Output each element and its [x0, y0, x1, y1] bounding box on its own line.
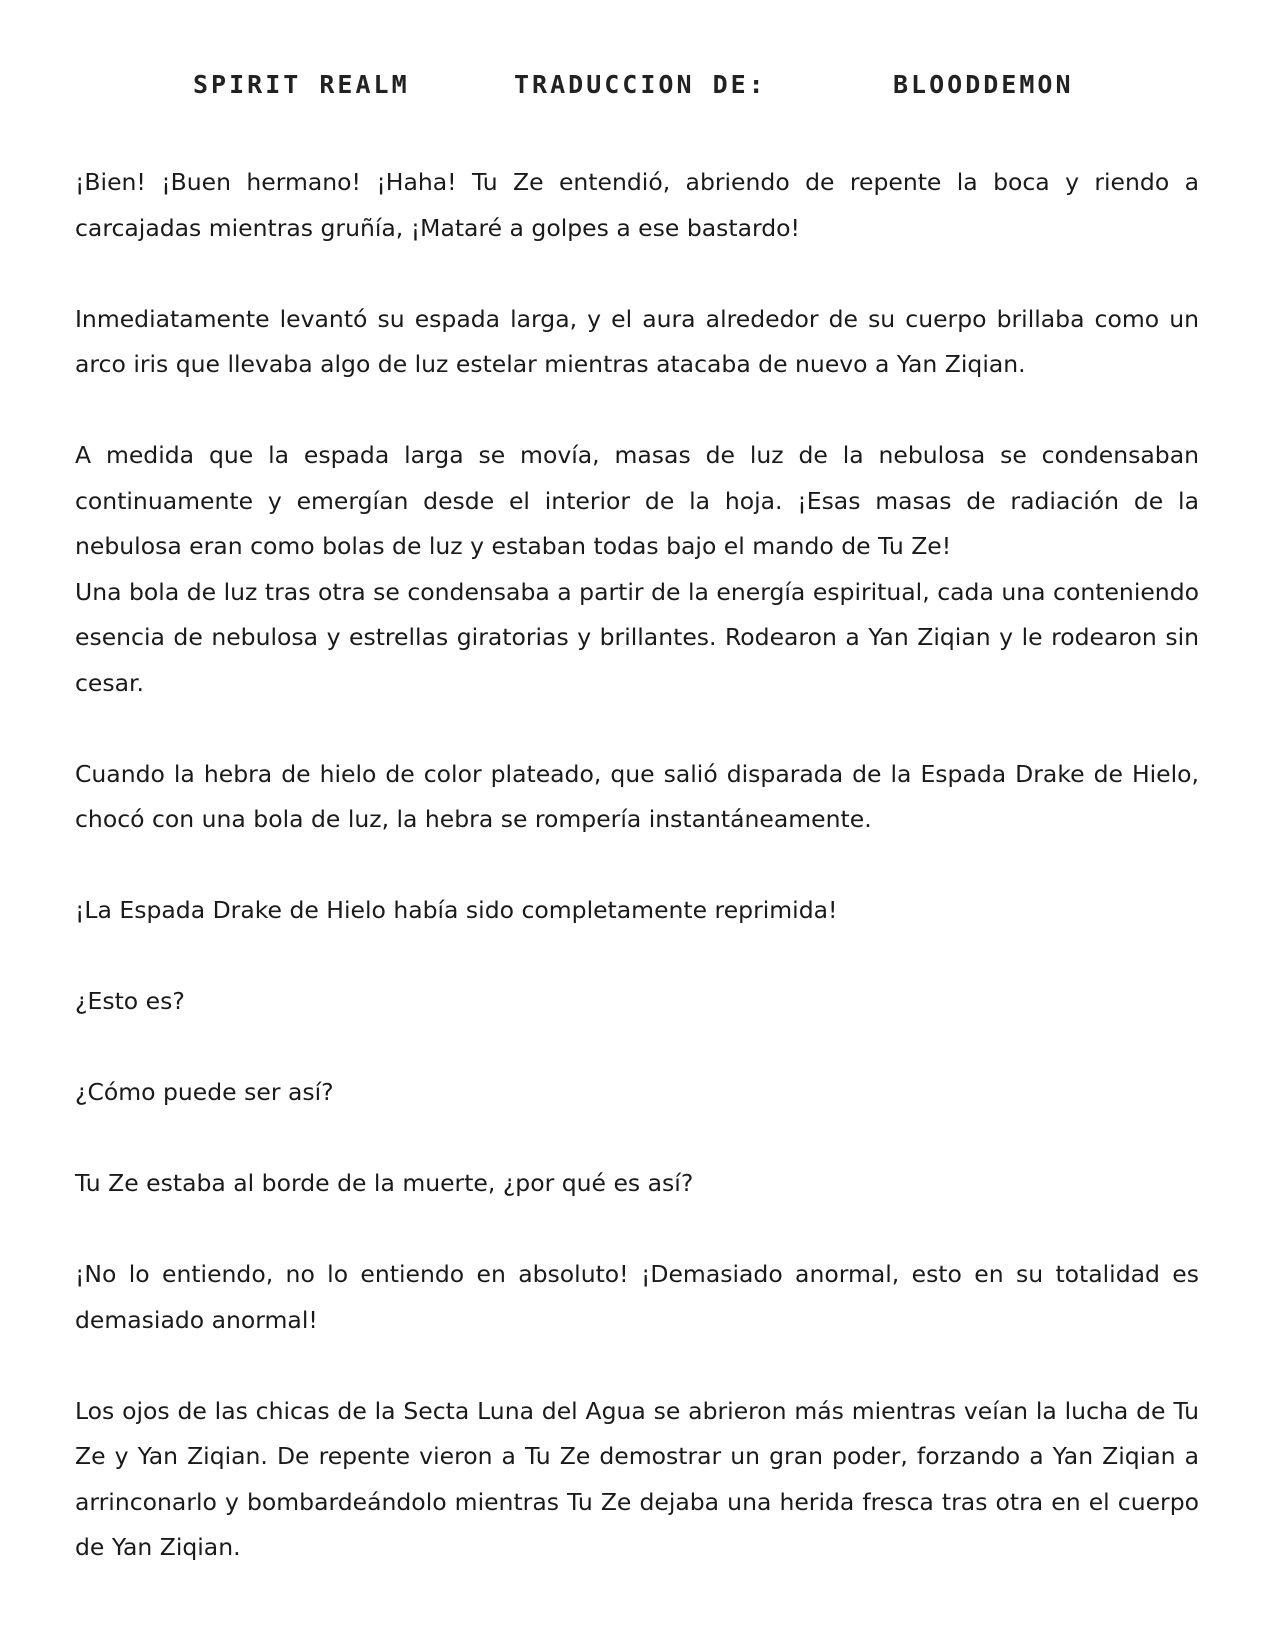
page-header: [0, 70, 1275, 110]
paragraph: A medida que la espada larga se movía, masas de luz de la nebulosa se condensaban continuamente y emergían desde el interior de la hoja. ¡Esas masas de radiación de la nebulosa eran como bolas de luz y estaban todas bajo el mando de Tu Ze!: [75, 441, 1199, 560]
paragraph: ¡No lo entiendo, no lo entiendo en absoluto! ¡Demasiado anormal, esto en su totalidad es demasiado anormal!: [75, 1260, 1199, 1334]
header-translator: BLOODDEMON: [893, 70, 1074, 99]
header-translation-label: TRADUCCION DE:: [514, 70, 767, 99]
paragraph: Inmediatamente levantó su espada larga, y el aura alrededor de su cuerpo brillaba como un arco iris que llevaba algo de luz estelar mientras atacaba de nuevo a Yan Ziqian.: [75, 304, 1199, 378]
header-title: SPIRIT REALM: [193, 70, 410, 99]
paragraph: ¿Esto es?: [75, 987, 185, 1015]
paragraph: ¿Cómo puede ser así?: [75, 1078, 334, 1106]
paragraph: Tu Ze estaba al borde de la muerte, ¿por qué es así?: [75, 1169, 694, 1197]
paragraph: Una bola de luz tras otra se condensaba a partir de la energía espiritual, cada una conteniendo esencia de nebulosa y estrellas giratorias y brillantes. Rodearon a Yan Ziqian y le rodearon sin cesar.: [75, 577, 1199, 697]
paragraph: Cuando la hebra de hielo de color plateado, que salió disparada de la Espada Drake de Hielo, chocó con una bola de luz, la hebra se rompería instantáneamente.: [75, 759, 1199, 833]
paragraph: ¡La Espada Drake de Hielo había sido completamente reprimida!: [75, 896, 838, 924]
document-body: [75, 160, 1199, 1616]
paragraph: Los ojos de las chicas de la Secta Luna del Agua se abrieron más mientras veían la lucha de Tu Ze y Yan Ziqian. De repente vieron a Tu Ze demostrar un gran poder, forzando a Yan Ziqian a arrinconarlo y bombardeándolo mientras Tu Ze dejaba una herida fresca tras otra en el cuerpo de Yan Ziqian.: [75, 1396, 1199, 1561]
paragraph: ¡Bien! ¡Buen hermano! ¡Haha! Tu Ze entendió, abriendo de repente la boca y riendo a carcajadas mientras gruñía, ¡Mataré a golpes a ese bastardo!: [75, 168, 1199, 242]
